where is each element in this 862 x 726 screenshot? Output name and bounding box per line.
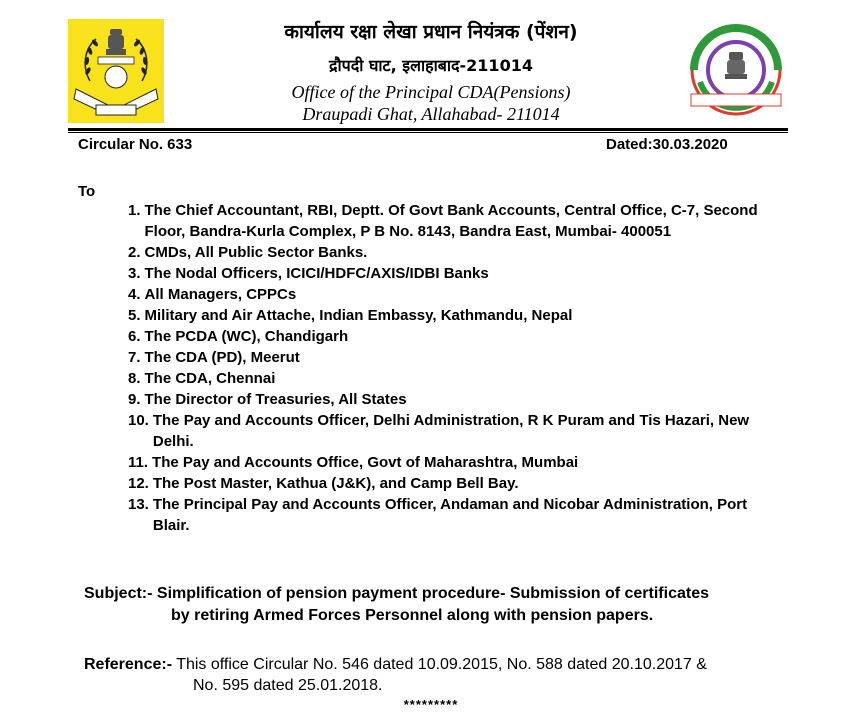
addressee-number: 6. [128,328,141,345]
addressee-item [128,473,768,494]
addressee-text: The PCDA (WC), Chandigarh [144,328,349,345]
addressee-text: The Nodal Officers, ICICI/HDFC/AXIS/IDBI Banks [144,265,489,282]
header-divider [68,128,788,131]
office-address-hindi: द्रौपदी घाट, इलाहाबाद-211014 [329,56,533,75]
subject-line-1: Simplification of pension payment procedure- Submission of certificates [156,585,709,602]
addressee-item [128,200,768,242]
addressee-number: 3. [128,265,141,282]
addressee-number: 9. [128,391,141,408]
to-label: To [78,183,96,200]
addressee-text: The Director of Treasuries, All States [144,391,407,408]
reference-block [84,654,794,696]
header-divider-thin [68,132,788,133]
subject-block [84,583,794,627]
circular-date: Dated:30.03.2020 [606,136,728,153]
subject-line-2: by retiring Armed Forces Personnel along with pension papers. [171,607,654,624]
addressee-item [128,389,768,410]
addressee-item [128,242,768,263]
office-address-english: Draupadi Ghat, Allahabad- 211014 [302,104,560,124]
addressee-number: 11. [128,454,149,471]
addressee-item [128,494,768,536]
subject-label: Subject:- [84,585,153,602]
addressee-number: 1. [128,202,141,219]
addressee-text: The Pay and Accounts Officer, Delhi Administration, R K Puram and Tis Hazari, New Delhi. [152,412,750,450]
addressee-number: 13. [128,496,149,513]
addressee-item [128,368,768,389]
addressee-text: Military and Air Attache, Indian Embassy, Kathmandu, Nepal [144,307,573,324]
addressee-number: 2. [128,244,141,261]
addressee-text: The CDA (PD), Meerut [144,349,300,366]
addressee-item [128,326,768,347]
addressee-item [128,410,768,452]
addressee-number: 12. [128,475,149,492]
addressee-item [128,452,768,473]
addressee-item [128,284,768,305]
addressee-text: The Chief Accountant, RBI, Deptt. Of Govt Bank Accounts, Central Office, C-7, Second Floor, Bandra-Kurla Complex, P B No. 8143, Bandra East, Mumbai- 400051 [144,202,758,240]
addressee-text: CMDs, All Public Sector Banks. [144,244,368,261]
addressee-text: The Pay and Accounts Office, Govt of Maharashtra, Mumbai [152,454,579,471]
addressee-item [128,305,768,326]
addressee-item [128,263,768,284]
reference-label: Reference:- [84,656,173,673]
separator-stars: ********* [403,697,459,712]
addressee-text: All Managers, CPPCs [144,286,297,303]
circular-number: Circular No. 633 [78,136,193,153]
addressee-text: The Post Master, Kathua (J&K), and Camp Bell Bay. [152,475,519,492]
addressee-number: 8. [128,370,141,387]
addressee-list [128,200,768,536]
addressee-number: 7. [128,349,141,366]
addressee-number: 10. [128,412,149,429]
addressee-text: The CDA, Chennai [144,370,276,387]
addressee-text: The Principal Pay and Accounts Officer, Andaman and Nicobar Administration, Port Blair. [152,496,748,534]
addressee-number: 5. [128,307,141,324]
office-title-english: Office of the Principal CDA(Pensions) [291,82,571,102]
addressee-item [128,347,768,368]
addressee-number: 4. [128,286,141,303]
reference-line-2: No. 595 dated 25.01.2018. [193,677,383,694]
office-title-hindi: कार्यालय रक्षा लेखा प्रधान नियंत्रक (पेंशन) [284,21,578,43]
reference-line-1: This office Circular No. 546 dated 10.09.2015, No. 588 dated 20.10.2017 & [176,656,707,673]
